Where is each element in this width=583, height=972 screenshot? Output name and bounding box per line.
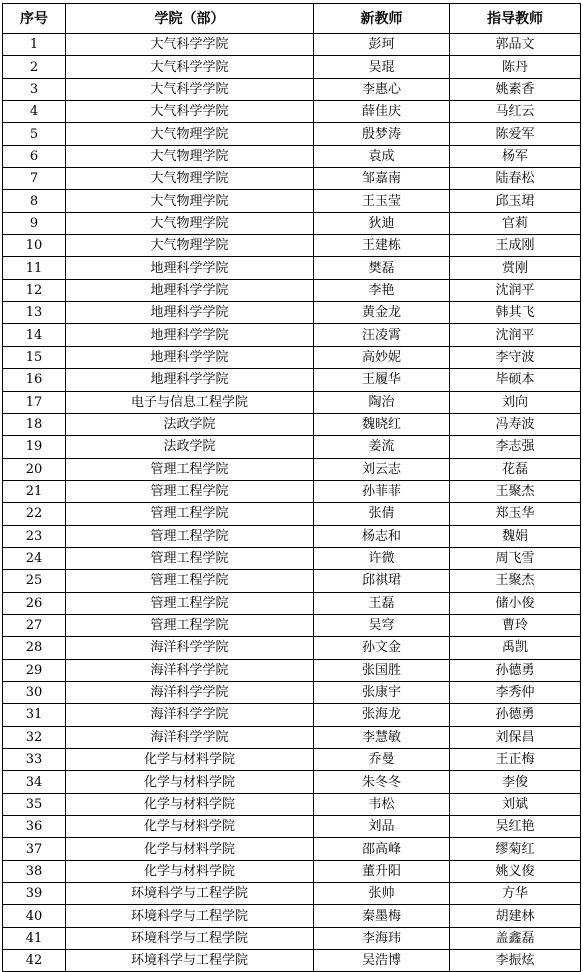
cell-mentor: 冯寿波 [450,413,581,435]
cell-number: 16 [3,369,66,391]
table-row [3,391,581,413]
cell-number: 10 [3,235,66,257]
cell-new-teacher: 李海玮 [314,927,450,949]
cell-mentor: 盖鑫磊 [450,927,581,949]
cell-new-teacher: 王磊 [314,592,450,614]
cell-mentor: 王聚杰 [450,570,581,592]
cell-number: 13 [3,302,66,324]
cell-new-teacher: 张康宇 [314,681,450,703]
table-header [3,4,581,34]
cell-college: 地理科学学院 [66,279,314,301]
table-row [3,547,581,569]
table-row [3,525,581,547]
cell-college: 海洋科学学院 [66,704,314,726]
cell-college: 电子与信息工程学院 [66,391,314,413]
cell-mentor: 方华 [450,883,581,905]
table-row [3,324,581,346]
cell-college: 管理工程学院 [66,525,314,547]
cell-new-teacher: 张海龙 [314,704,450,726]
table-row [3,704,581,726]
cell-new-teacher: 邱祺珺 [314,570,450,592]
cell-mentor: 沈润平 [450,279,581,301]
cell-new-teacher: 邵高峰 [314,838,450,860]
table-row [3,369,581,391]
cell-number: 31 [3,704,66,726]
cell-mentor: 姚义俊 [450,860,581,882]
table-row [3,592,581,614]
cell-mentor: 沈润平 [450,324,581,346]
cell-college: 环境科学与工程学院 [66,927,314,949]
cell-new-teacher: 王建栋 [314,235,450,257]
table-row [3,235,581,257]
cell-number: 42 [3,950,66,972]
cell-new-teacher: 狄迪 [314,212,450,234]
cell-number: 41 [3,927,66,949]
cell-new-teacher: 高妙妮 [314,346,450,368]
cell-college: 环境科学与工程学院 [66,905,314,927]
cell-new-teacher: 乔曼 [314,749,450,771]
cell-mentor: 刘斌 [450,793,581,815]
table-row [3,190,581,212]
cell-new-teacher: 孙菲菲 [314,480,450,502]
cell-new-teacher: 李惠心 [314,78,450,100]
cell-mentor: 陆春松 [450,168,581,190]
cell-new-teacher: 吴浩博 [314,950,450,972]
table-row [3,883,581,905]
cell-college: 大气科学学院 [66,34,314,56]
table-body [3,34,581,972]
cell-number: 20 [3,458,66,480]
cell-college: 大气科学学院 [66,78,314,100]
cell-mentor: 储小俊 [450,592,581,614]
cell-number: 8 [3,190,66,212]
cell-new-teacher: 黄金龙 [314,302,450,324]
table-row [3,458,581,480]
cell-new-teacher: 秦墨梅 [314,905,450,927]
cell-number: 6 [3,145,66,167]
cell-new-teacher: 韦松 [314,793,450,815]
table-row [3,346,581,368]
cell-mentor: 赏刚 [450,257,581,279]
cell-college: 化学与材料学院 [66,816,314,838]
cell-college: 管理工程学院 [66,547,314,569]
cell-mentor: 陈爱军 [450,123,581,145]
table-row [3,927,581,949]
cell-number: 25 [3,570,66,592]
cell-college: 大气科学学院 [66,101,314,123]
cell-number: 5 [3,123,66,145]
cell-new-teacher: 樊磊 [314,257,450,279]
cell-number: 15 [3,346,66,368]
cell-college: 地理科学学院 [66,324,314,346]
table-row [3,749,581,771]
cell-mentor: 郑玉华 [450,503,581,525]
table-row [3,614,581,636]
cell-college: 大气物理学院 [66,235,314,257]
cell-new-teacher: 陶治 [314,391,450,413]
table-row [3,34,581,56]
cell-number: 29 [3,659,66,681]
cell-new-teacher: 殷梦涛 [314,123,450,145]
cell-mentor: 杨军 [450,145,581,167]
header-new-teacher: 新教师 [314,4,450,34]
cell-number: 37 [3,838,66,860]
cell-mentor: 王正梅 [450,749,581,771]
cell-new-teacher: 孙文金 [314,637,450,659]
cell-college: 地理科学学院 [66,302,314,324]
table-row [3,145,581,167]
cell-mentor: 缪菊红 [450,838,581,860]
cell-new-teacher: 李艳 [314,279,450,301]
cell-number: 28 [3,637,66,659]
cell-number: 21 [3,480,66,502]
cell-new-teacher: 袁成 [314,145,450,167]
cell-number: 32 [3,726,66,748]
cell-number: 33 [3,749,66,771]
cell-mentor: 孙德勇 [450,704,581,726]
cell-mentor: 韩其飞 [450,302,581,324]
cell-number: 17 [3,391,66,413]
cell-new-teacher: 张帅 [314,883,450,905]
cell-mentor: 马红云 [450,101,581,123]
mentor-assignment-table [2,3,581,972]
cell-number: 4 [3,101,66,123]
cell-mentor: 魏娟 [450,525,581,547]
cell-new-teacher: 汪凌霄 [314,324,450,346]
table-row [3,436,581,458]
table-row [3,56,581,78]
cell-college: 管理工程学院 [66,592,314,614]
header-mentor: 指导教师 [450,4,581,34]
table-row [3,816,581,838]
table-row [3,681,581,703]
cell-number: 19 [3,436,66,458]
cell-number: 12 [3,279,66,301]
cell-mentor: 孙德勇 [450,659,581,681]
table-row [3,302,581,324]
cell-number: 18 [3,413,66,435]
cell-new-teacher: 许微 [314,547,450,569]
cell-college: 环境科学与工程学院 [66,883,314,905]
cell-college: 大气物理学院 [66,190,314,212]
table-row [3,860,581,882]
table-row [3,78,581,100]
cell-mentor: 王成刚 [450,235,581,257]
cell-number: 40 [3,905,66,927]
cell-new-teacher: 彭珂 [314,34,450,56]
cell-new-teacher: 刘品 [314,816,450,838]
cell-new-teacher: 董升阳 [314,860,450,882]
cell-new-teacher: 王玉莹 [314,190,450,212]
table-row [3,168,581,190]
cell-college: 大气物理学院 [66,145,314,167]
table-row [3,257,581,279]
cell-mentor: 郭品文 [450,34,581,56]
cell-new-teacher: 吴穹 [314,614,450,636]
cell-mentor: 陈丹 [450,56,581,78]
cell-number: 9 [3,212,66,234]
cell-new-teacher: 张倩 [314,503,450,525]
cell-mentor: 毕硕本 [450,369,581,391]
cell-new-teacher: 刘云志 [314,458,450,480]
cell-new-teacher: 薛佳庆 [314,101,450,123]
table-row [3,905,581,927]
header-row [3,4,581,34]
cell-new-teacher: 吴琨 [314,56,450,78]
header-college: 学院（部） [66,4,314,34]
cell-college: 管理工程学院 [66,480,314,502]
cell-college: 管理工程学院 [66,503,314,525]
cell-number: 11 [3,257,66,279]
cell-number: 39 [3,883,66,905]
table-row [3,503,581,525]
cell-number: 27 [3,614,66,636]
cell-college: 环境科学与工程学院 [66,950,314,972]
cell-college: 化学与材料学院 [66,793,314,815]
header-number: 序号 [3,4,66,34]
table-row [3,950,581,972]
cell-college: 管理工程学院 [66,570,314,592]
cell-mentor: 胡建林 [450,905,581,927]
cell-college: 管理工程学院 [66,614,314,636]
cell-mentor: 李振炫 [450,950,581,972]
cell-mentor: 吴红艳 [450,816,581,838]
cell-college: 地理科学学院 [66,257,314,279]
cell-college: 化学与材料学院 [66,838,314,860]
table-row [3,101,581,123]
cell-new-teacher: 姜流 [314,436,450,458]
cell-number: 3 [3,78,66,100]
cell-mentor: 李志强 [450,436,581,458]
cell-number: 26 [3,592,66,614]
cell-number: 23 [3,525,66,547]
cell-mentor: 李秀仲 [450,681,581,703]
cell-college: 法政学院 [66,436,314,458]
cell-college: 管理工程学院 [66,458,314,480]
table-row [3,212,581,234]
cell-number: 14 [3,324,66,346]
cell-new-teacher: 杨志和 [314,525,450,547]
cell-mentor: 刘保昌 [450,726,581,748]
cell-college: 海洋科学学院 [66,637,314,659]
cell-number: 22 [3,503,66,525]
cell-number: 30 [3,681,66,703]
cell-college: 海洋科学学院 [66,659,314,681]
cell-new-teacher: 魏晓红 [314,413,450,435]
table-row [3,279,581,301]
cell-college: 大气科学学院 [66,56,314,78]
cell-new-teacher: 李慧敏 [314,726,450,748]
cell-mentor: 官莉 [450,212,581,234]
cell-college: 地理科学学院 [66,346,314,368]
cell-mentor: 周飞雪 [450,547,581,569]
table-row [3,726,581,748]
table-row [3,413,581,435]
cell-college: 大气物理学院 [66,123,314,145]
cell-college: 法政学院 [66,413,314,435]
cell-number: 35 [3,793,66,815]
table-row [3,123,581,145]
cell-college: 地理科学学院 [66,369,314,391]
cell-mentor: 李守波 [450,346,581,368]
cell-college: 化学与材料学院 [66,749,314,771]
cell-new-teacher: 邹嘉南 [314,168,450,190]
cell-number: 36 [3,816,66,838]
cell-mentor: 曹玲 [450,614,581,636]
cell-mentor: 王聚杰 [450,480,581,502]
table-row [3,771,581,793]
cell-number: 7 [3,168,66,190]
table-row [3,793,581,815]
cell-mentor: 花磊 [450,458,581,480]
cell-college: 大气物理学院 [66,168,314,190]
cell-mentor: 姚素香 [450,78,581,100]
cell-college: 大气物理学院 [66,212,314,234]
cell-new-teacher: 张国胜 [314,659,450,681]
cell-new-teacher: 王履华 [314,369,450,391]
cell-mentor: 禹凯 [450,637,581,659]
cell-new-teacher: 朱冬冬 [314,771,450,793]
cell-mentor: 邱玉珺 [450,190,581,212]
cell-college: 海洋科学学院 [66,726,314,748]
cell-number: 1 [3,34,66,56]
cell-number: 34 [3,771,66,793]
cell-mentor: 李俊 [450,771,581,793]
cell-number: 24 [3,547,66,569]
table-row [3,480,581,502]
cell-college: 化学与材料学院 [66,771,314,793]
cell-college: 化学与材料学院 [66,860,314,882]
table-row [3,659,581,681]
cell-college: 海洋科学学院 [66,681,314,703]
cell-number: 2 [3,56,66,78]
table-row [3,838,581,860]
table-row [3,570,581,592]
table-row [3,637,581,659]
cell-mentor: 刘向 [450,391,581,413]
cell-number: 38 [3,860,66,882]
